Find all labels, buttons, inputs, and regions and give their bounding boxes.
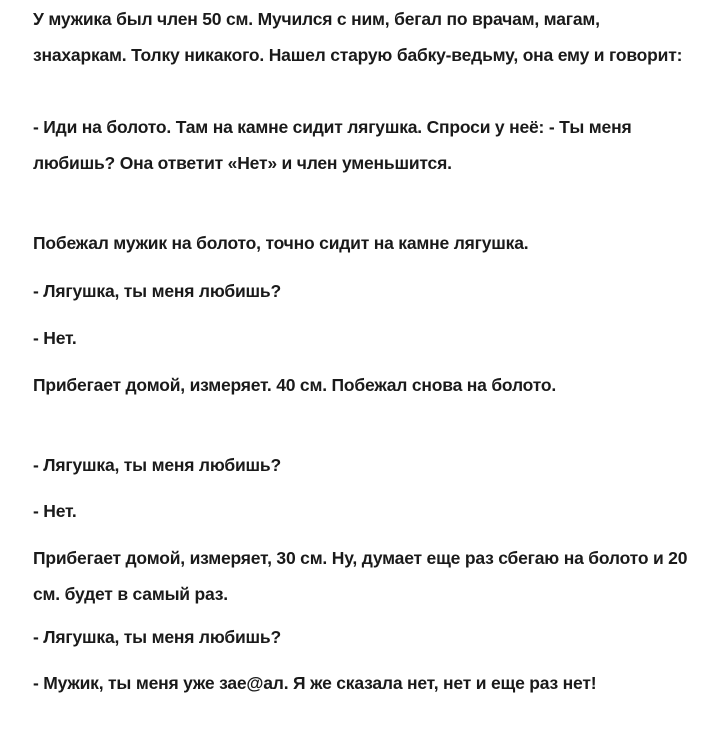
paragraph-intro: У мужика был член 50 см. Мучился с ним, бегал по врачам, магам, знахаркам. Толку никакого. Нашел старую бабку-ведьму, она ему и говорит: [33,9,683,65]
paragraph-measure-40: Прибегает домой, измеряет. 40 см. Побежал снова на болото. [33,375,557,395]
paragraph-witch-advice: - Иди на болото. Там на камне сидит лягушка. Спроси у неё: - Ты меня любишь? Она ответит «Нет» и член уменьшится. [33,117,632,173]
dialogue-question-1: - Лягушка, ты меня любишь? [33,281,281,301]
dialogue-final-answer: - Мужик, ты меня уже зае@ал. Я же сказала нет, нет и еще раз нет! [33,673,597,693]
paragraph-ran-to-swamp: Побежал мужик на болото, точно сидит на камне лягушка. [33,233,529,253]
paragraph-measure-30: Прибегает домой, измеряет, 30 см. Ну, думает еще раз сбегаю на болото и 20 см. будет в самый раз. [33,548,688,604]
dialogue-answer-2: - Нет. [33,501,77,521]
dialogue-question-2: - Лягушка, ты меня любишь? [33,455,281,475]
dialogue-question-3: - Лягушка, ты меня любишь? [33,627,281,647]
dialogue-answer-1: - Нет. [33,328,77,348]
